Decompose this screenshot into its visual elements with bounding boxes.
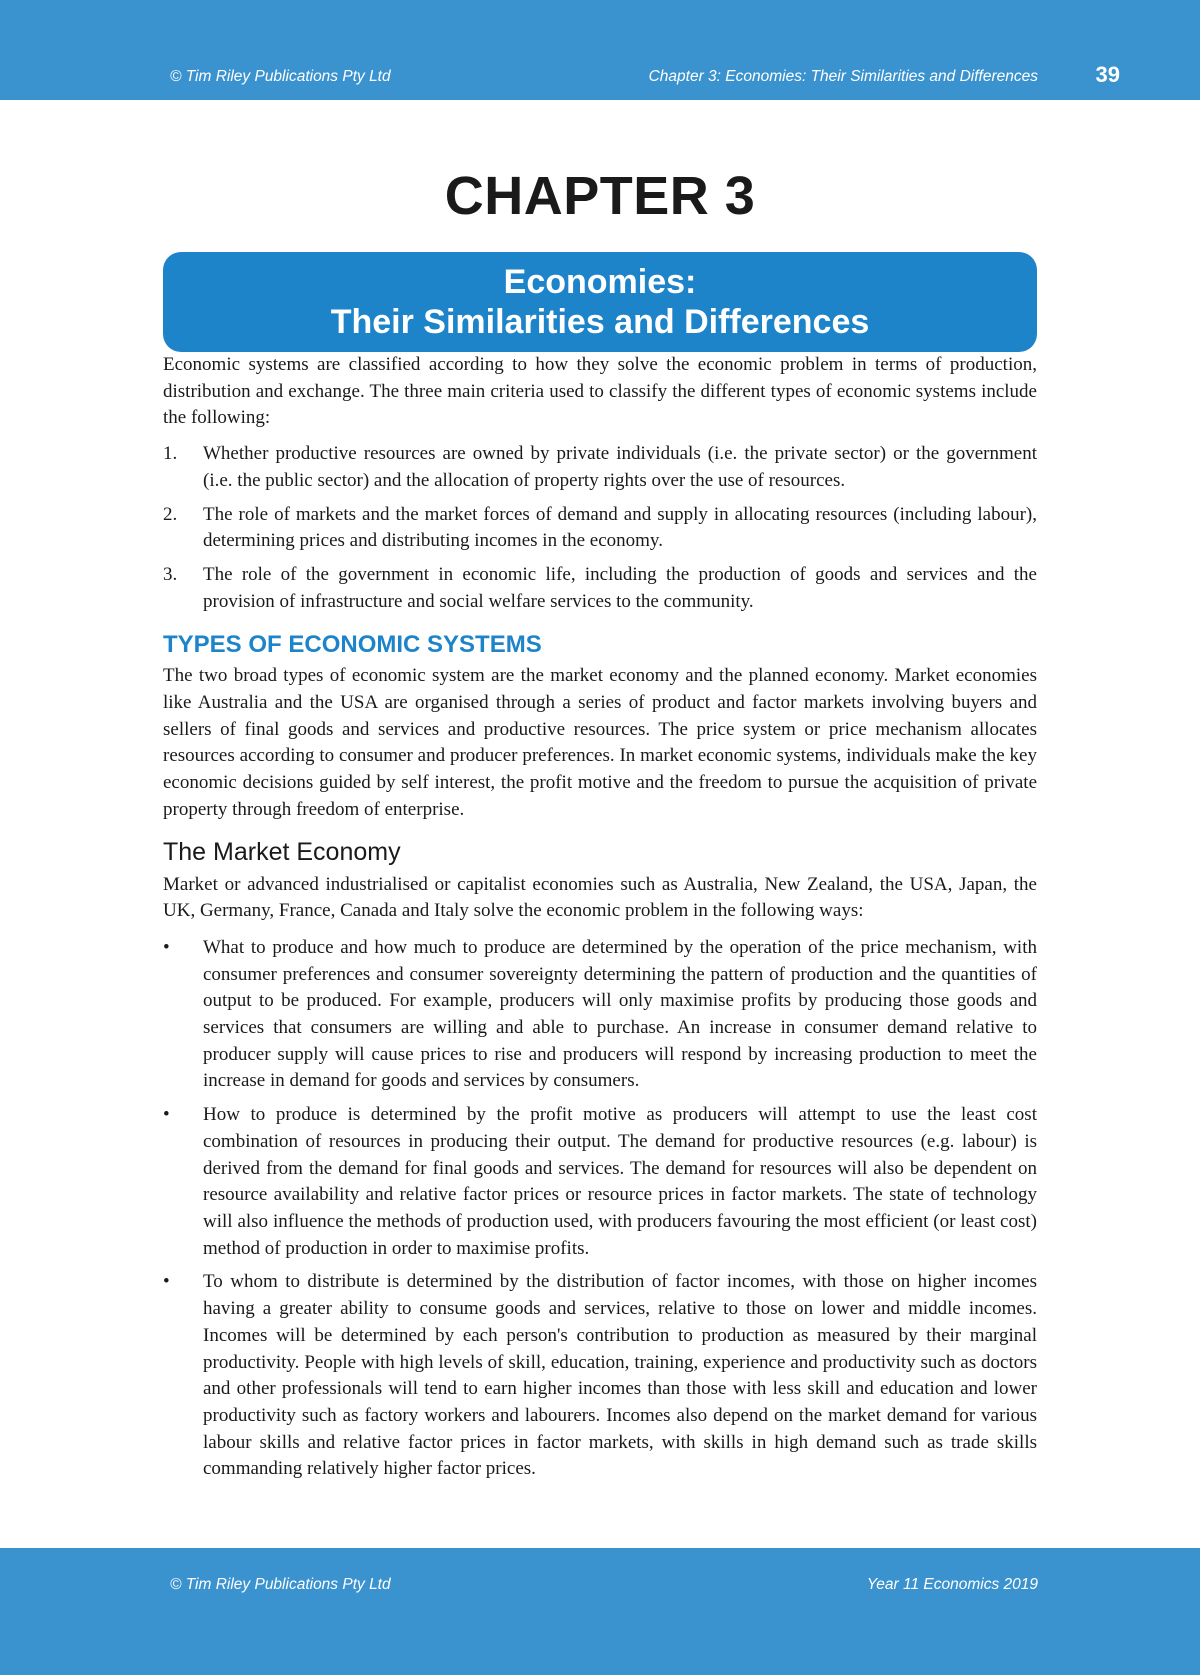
chapter-title-box	[163, 252, 1037, 352]
bullet-text: To whom to distribute is determined by the distribution of factor incomes, with those on higher incomes having a greater ability to consume goods and services, relative to those on lower and middle incomes. Incomes will be determined by each person's contribution to production as measured by their marginal productivity. People with high levels of skill, education, training, experience and productivity such as doctors and other professionals will tend to earn higher incomes than those with less skill and education and lower productivity such as factory workers and labourers. Incomes also depend on the market demand for various labour skills and relative factor prices in factor markets, with skills in high demand such as trade skills commanding relatively higher factor prices.	[203, 1271, 1037, 1480]
list-number: 3.	[163, 563, 178, 585]
subsection-heading: The Market Economy	[163, 837, 401, 866]
bullet-text: What to produce and how much to produce are determined by the operation of the price mechanism, with consumer preferences and consumer sovereignty determining the pattern of production and the quantities of output to be produced. For example, producers will only maximise profits by producing those goods and services that consumers are willing and able to purchase. An increase in consumer demand relative to producer supply will cause prices to rise and producers will respond by increasing production to meet the increase in demand for goods and services by consumers.	[203, 936, 1037, 1092]
criteria-list	[163, 441, 1037, 615]
page-header	[0, 0, 1200, 100]
footer-book-title: Year 11 Economics 2019	[866, 1576, 1038, 1593]
criteria-item	[163, 562, 1037, 615]
footer-copyright: © Tim Riley Publications Pty Ltd	[170, 1576, 391, 1593]
bullet-text: How to produce is determined by the profit motive as producers will attempt to use the least cost combination of resources in producing their output. The demand for productive resources (e.g. labour) is derived from the demand for final goods and services. The demand for resources will also be dependent on resource availability and relative factor prices or resource prices in factor markets. The state of technology will also influence the methods of production used, with producers favouring the most efficient (or least cost) method of production in order to maximise profits.	[203, 1104, 1037, 1259]
market-paragraph: Market or advanced industrialised or capitalist economies such as Australia, New Zealand, the USA, Japan, the UK, Germany, France, Canada and Italy solve the economic problem in the following ways:	[163, 873, 1037, 922]
header-copyright: © Tim Riley Publications Pty Ltd	[170, 68, 391, 85]
page-content	[163, 100, 1037, 1483]
criteria-item	[163, 502, 1037, 555]
title-line-2: Their Similarities and Differences	[330, 303, 870, 341]
bullet-icon: •	[163, 1271, 170, 1293]
title-line-1: Economies:	[503, 263, 697, 301]
criteria-text: The role of the government in economic life, including the production of goods and services and the provision of infrastructure and social welfare services to the community.	[203, 563, 1037, 612]
intro-paragraph: Economic systems are classified according to how they solve the economic problem in terms of production, distribution and exchange. The three main criteria used to classify the different types of economic systems include the following:	[163, 354, 1037, 429]
list-number: 2.	[163, 503, 178, 525]
section-heading: TYPES OF ECONOMIC SYSTEMS	[163, 631, 542, 659]
bullet-icon: •	[163, 936, 170, 958]
chapter-title: CHAPTER 3	[444, 166, 756, 226]
bullet-icon: •	[163, 1104, 170, 1126]
criteria-text: Whether productive resources are owned by private individuals (i.e. the private sector) or the government (i.e. the public sector) and the allocation of property rights over the use of resources.	[203, 443, 1037, 491]
types-paragraph: The two broad types of economic system are the market economy and the planned economy. Market economies like Australia and the USA are organised through a series of product and factor markets involving buyers and sellers of final goods and services and productive resources. The price system or price mechanism allocates resources according to consumer and producer preferences. In market economic systems, individuals make the key economic decisions guided by self interest, the profit motive and the freedom to pursue the acquisition of private property through freedom of enterprise.	[163, 665, 1037, 820]
criteria-item	[163, 441, 1037, 494]
list-number: 1.	[163, 443, 178, 465]
market-bullet-list	[163, 935, 1037, 1483]
page-number: 39	[1095, 62, 1120, 87]
bullet-item	[163, 1269, 1037, 1483]
header-chapter-title: Chapter 3: Economies: Their Similarities and Differences	[648, 68, 1038, 85]
bullet-item	[163, 935, 1037, 1095]
page-footer	[0, 1548, 1200, 1675]
criteria-text: The role of markets and the market forces of demand and supply in allocating resources (including labour), determining prices and distributing incomes in the economy.	[203, 503, 1037, 552]
bullet-item	[163, 1102, 1037, 1262]
